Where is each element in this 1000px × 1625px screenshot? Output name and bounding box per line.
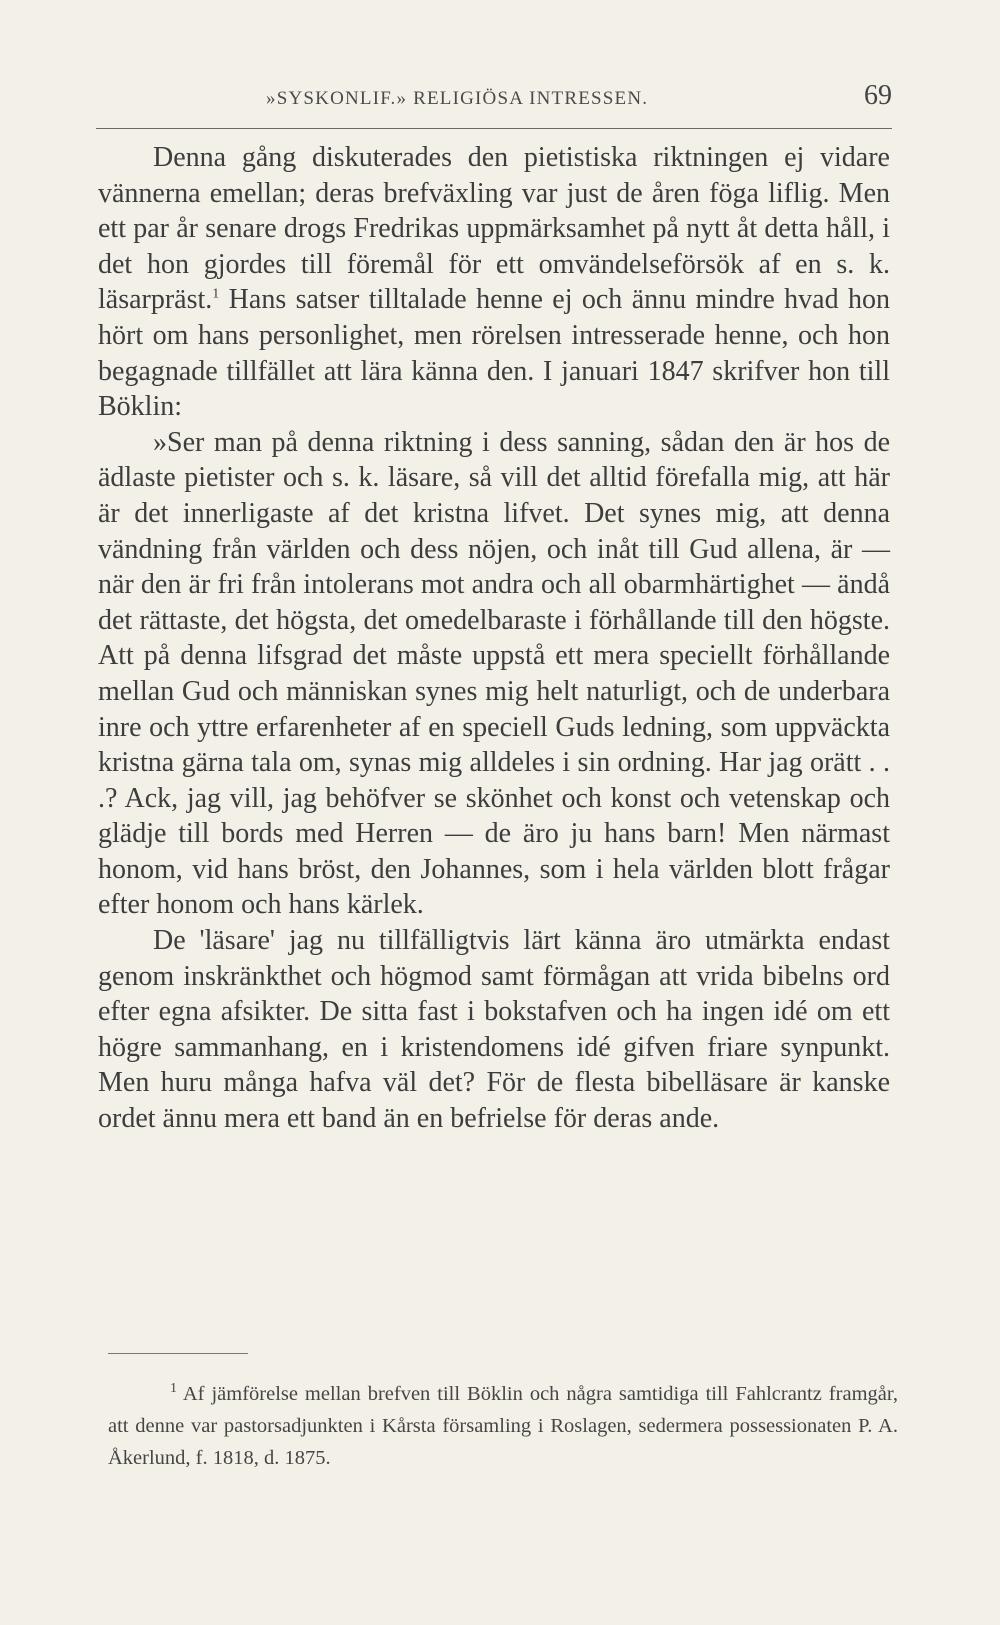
footnote-mark: 1 [170, 1381, 177, 1397]
header-rule [96, 128, 892, 129]
running-head-title: »SYSKONLIF.» RELIGIÖSA INTRESSEN. [266, 88, 649, 109]
footnote-text: Af jämförelse mellan brefven till Böklin och några samtidiga till Fahlcrantz framgår, att denne var pastorsadjunkten i Kårsta församling i Roslagen, sedermera possessionaten P. A. Åkerlund, f. 1818, d. 1875. [108, 1383, 898, 1469]
paragraph-3: De 'läsare' jag nu tillfälligtvis lärt känna äro utmärkta endast genom inskränkthet och högmod samt förmågan att vrida bibelns ord efter egna afsikter. De sitta fast i bokstafven och ha ingen idé om ett högre sammanhang, en i kristendomens idé gifven friare synpunkt. Men huru många hafva väl det? För de flesta bibelläsare är kanske ordet ännu mera ett band än en befrielse för deras ande. [98, 925, 890, 1135]
running-head [96, 80, 892, 120]
footnote [108, 1378, 898, 1474]
paragraph-1-text-b: Hans satser tilltalade henne ej och ännu mindre hvad hon hört om hans personlighet, men rörelsen intresserade henne, och hon begagnade tillfället att lära känna den. I januari 1847 skrifver hon till Böklin: [98, 284, 890, 423]
page-number: 69 [864, 80, 892, 111]
footnote-reference: 1 [212, 287, 220, 303]
footnote-rule [108, 1353, 248, 1354]
paragraph-1-text-a: Denna gång diskuterades den pietistiska riktningen ej vidare vännerna emellan; deras brefväxling var just de åren föga liflig. Men ett par år senare drogs Fredrikas uppmärksamhet på nytt åt detta håll, i det hon gjordes till föremål för ett omvändelseförsök af en s. k. läsarpräst. [98, 142, 890, 316]
body-text [98, 140, 890, 1137]
paragraph-2: »Ser man på denna riktning i dess sanning, sådan den är hos de ädlaste pietister och s. k. läsare, så vill det alltid förefalla mig, att här är det innerligaste af det kristna lifvet. Det synes mig, att denna vändning från världen och dess nöjen, och inåt till Gud allena, är — när den är fri från intolerans mot andra och all obarmhärtighet — ändå det rättaste, det högsta, det omedelbaraste i förhållande till den högste. Att på denna lifsgrad det måste uppstå ett mera speciellt förhållande mellan Gud och människan synes mig helt naturligt, och de underbara inre och yttre erfarenheter af en speciell Guds ledning, som uppväckta kristna gärna tala om, synas mig alldeles i sin ordning. Har jag orätt . . .? Ack, jag vill, jag behöfver se skönhet och konst och vetenskap och glädje till bords med Herren — de äro ju hans barn! Men närmast honom, vid hans bröst, den Johannes, som i hela världen blott frågar efter honom och hans kärlek. [98, 426, 890, 921]
paragraph-1 [98, 140, 890, 425]
